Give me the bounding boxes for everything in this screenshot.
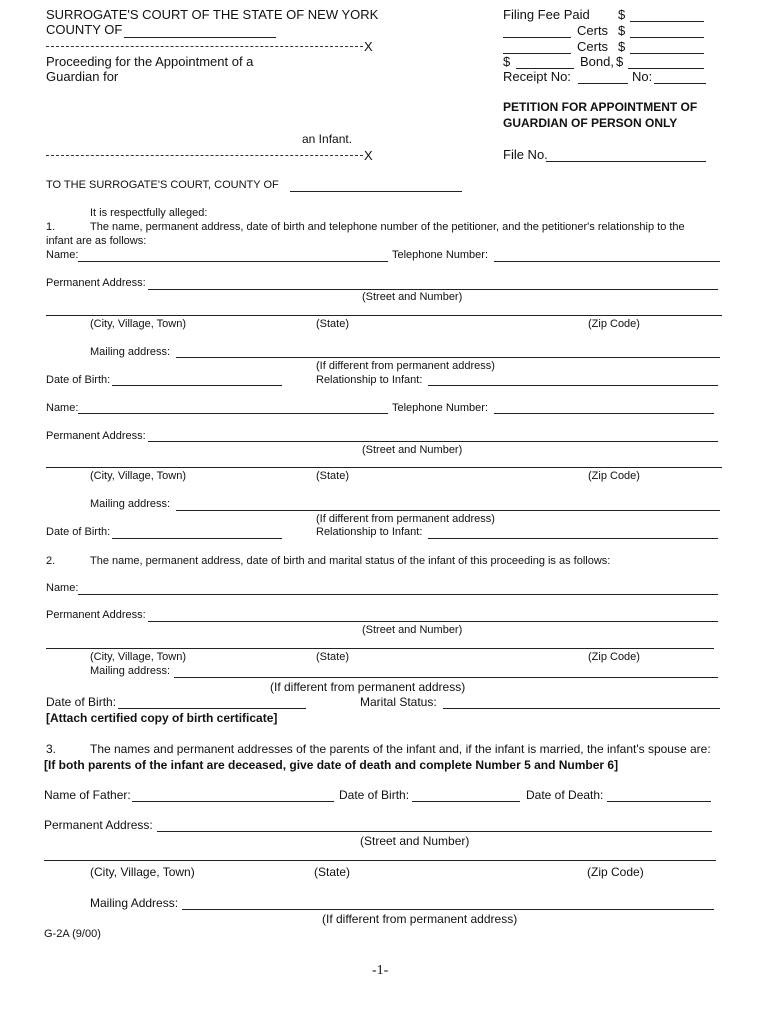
relationship-label: Relationship to Infant: [316, 526, 423, 538]
item1-text-1: The name, permanent address, date of birth and telephone number of the petitioner, and the petitioner's relationship to the [90, 221, 685, 233]
father-name-field[interactable] [132, 801, 334, 802]
petition-title-2: GUARDIAN OF PERSON ONLY [503, 116, 678, 130]
zip-caption: (Zip Code) [588, 318, 640, 330]
dollar-sign: $ [503, 54, 511, 69]
item2-text: The name, permanent address, date of birth and marital status of the infant of this proceeding is as follows: [90, 555, 611, 567]
telephone-label: Telephone Number: [392, 402, 489, 414]
dollar-sign: $ [616, 54, 624, 69]
state-caption: (State) [316, 651, 350, 663]
petitioner2-name-field[interactable] [78, 413, 388, 414]
receipt-no-label: Receipt No: [503, 69, 571, 84]
petition-title-1: PETITION FOR APPOINTMENT OF [503, 100, 698, 114]
city-caption: (City, Village, Town) [90, 318, 186, 330]
certs-amount-field-1[interactable] [630, 37, 704, 38]
certs-count-field-2[interactable] [503, 53, 571, 54]
county-field[interactable] [124, 37, 276, 38]
name-label: Name: [46, 402, 79, 414]
dollar-sign: $ [618, 23, 626, 38]
infant-marital-status-field[interactable] [443, 708, 720, 709]
petitioner2-dob-field[interactable] [112, 538, 282, 539]
petitioner1-street-field[interactable] [148, 289, 718, 290]
if-different-caption: (If different from permanent address) [322, 912, 518, 926]
street-number-caption: (Street and Number) [362, 291, 463, 303]
caption-x-top: X [364, 39, 373, 54]
proceeding-line-1: Proceeding for the Appointment of a [46, 54, 254, 69]
if-different-caption: (If different from permanent address) [270, 680, 466, 694]
attach-birth-certificate-note: [Attach certified copy of birth certificate] [46, 711, 278, 725]
petitioner2-telephone-field[interactable] [494, 413, 714, 414]
caption-x-bottom: X [364, 148, 373, 163]
dollar-sign: $ [618, 7, 626, 22]
street-number-caption: (Street and Number) [360, 834, 470, 848]
filing-fee-field[interactable] [630, 21, 704, 22]
infant-street-field[interactable] [148, 621, 718, 622]
caption-divider-bottom [46, 155, 363, 156]
to-court-county-field[interactable] [290, 191, 462, 192]
item2-number: 2. [46, 555, 56, 567]
state-caption: (State) [316, 318, 350, 330]
zip-caption: (Zip Code) [588, 470, 640, 482]
dollar-sign: $ [618, 39, 626, 54]
mailing-address-label: Mailing address: [90, 498, 171, 510]
no-field[interactable] [654, 83, 706, 84]
county-of-label: COUNTY OF [46, 22, 123, 37]
infant-name-field[interactable] [78, 594, 718, 595]
petitioner2-mailing-field[interactable] [176, 510, 720, 511]
father-dob-label: Date of Birth: [339, 788, 410, 802]
petitioner2-street-field[interactable] [148, 441, 718, 442]
filing-fee-label: Filing Fee Paid [503, 7, 590, 22]
infant-mailing-field[interactable] [174, 677, 718, 678]
name-of-father-label: Name of Father: [44, 788, 131, 802]
file-no-field[interactable] [546, 161, 706, 162]
name-label: Name: [46, 582, 79, 594]
receipt-no-field[interactable] [578, 83, 628, 84]
petitioner1-dob-field[interactable] [112, 385, 282, 386]
permanent-address-label: Permanent Address: [44, 818, 153, 832]
petitioner1-telephone-field[interactable] [494, 261, 720, 262]
court-title: SURROGATE'S COURT OF THE STATE OF NEW YORK [46, 7, 379, 22]
street-number-caption: (Street and Number) [362, 624, 463, 636]
date-of-birth-label: Date of Birth: [46, 526, 111, 538]
permanent-address-label: Permanent Address: [46, 430, 146, 442]
page-number: -1- [372, 963, 389, 978]
certs-label: Certs [577, 39, 609, 54]
certs-count-field-1[interactable] [503, 37, 571, 38]
zip-caption: (Zip Code) [588, 651, 640, 663]
permanent-address-label: Permanent Address: [46, 277, 146, 289]
zip-caption: (Zip Code) [587, 865, 644, 879]
item3-number: 3. [46, 742, 57, 756]
name-label: Name: [46, 249, 79, 261]
marital-status-label: Marital Status: [360, 695, 437, 709]
if-different-caption: (If different from permanent address) [316, 360, 495, 372]
bond-label: Bond, [580, 54, 614, 69]
if-different-caption: (If different from permanent address) [316, 513, 495, 525]
caption-divider-top [46, 46, 363, 47]
to-court-label: TO THE SURROGATE'S COURT, COUNTY OF [46, 179, 279, 191]
form-id: G-2A (9/00) [44, 928, 101, 940]
father-dod-field[interactable] [607, 801, 711, 802]
item1-number: 1. [46, 221, 56, 233]
permanent-address-label: Permanent Address: [46, 609, 146, 621]
file-no-label: File No. [503, 147, 548, 162]
alleged-text: It is respectfully alleged: [90, 207, 208, 219]
certs-amount-field-2[interactable] [630, 53, 704, 54]
state-caption: (State) [316, 470, 350, 482]
petitioner1-mailing-field[interactable] [176, 357, 720, 358]
item3-note: [If both parents of the infant are deceased, give date of death and complete Number 5 and Number 6] [44, 758, 619, 772]
mailing-address-label: Mailing address: [90, 346, 171, 358]
city-caption: (City, Village, Town) [90, 865, 195, 879]
father-street-field[interactable] [157, 831, 712, 832]
proceeding-line-2: Guardian for [46, 69, 119, 84]
city-caption: (City, Village, Town) [90, 651, 186, 663]
father-dod-label: Date of Death: [526, 788, 604, 802]
petitioner1-relationship-field[interactable] [428, 385, 718, 386]
infant-city-state-zip-field[interactable] [46, 648, 714, 649]
mailing-address-label: Mailing Address: [90, 896, 179, 910]
certs-label: Certs [577, 23, 609, 38]
an-infant-label: an Infant. [302, 132, 353, 146]
petitioner1-name-field[interactable] [78, 261, 388, 262]
petitioner2-city-state-zip-field[interactable] [46, 467, 722, 468]
date-of-birth-label: Date of Birth: [46, 374, 111, 386]
street-number-caption: (Street and Number) [362, 444, 463, 456]
no-label: No: [632, 69, 653, 84]
petitioner2-relationship-field[interactable] [428, 538, 718, 539]
petitioner1-city-state-zip-field[interactable] [46, 315, 722, 316]
city-caption: (City, Village, Town) [90, 470, 186, 482]
father-dob-field[interactable] [412, 801, 520, 802]
father-mailing-field[interactable] [182, 909, 714, 910]
date-of-birth-label: Date of Birth: [46, 695, 117, 709]
mailing-address-label: Mailing address: [90, 665, 171, 677]
state-caption: (State) [314, 865, 351, 879]
father-city-state-zip-field[interactable] [44, 860, 716, 861]
telephone-label: Telephone Number: [392, 249, 489, 261]
infant-dob-field[interactable] [118, 708, 306, 709]
relationship-label: Relationship to Infant: [316, 374, 423, 386]
item1-text-2: infant are as follows: [46, 235, 147, 247]
item3-text: The names and permanent addresses of the parents of the infant and, if the infant is married, the infant's spouse are: [90, 742, 711, 756]
